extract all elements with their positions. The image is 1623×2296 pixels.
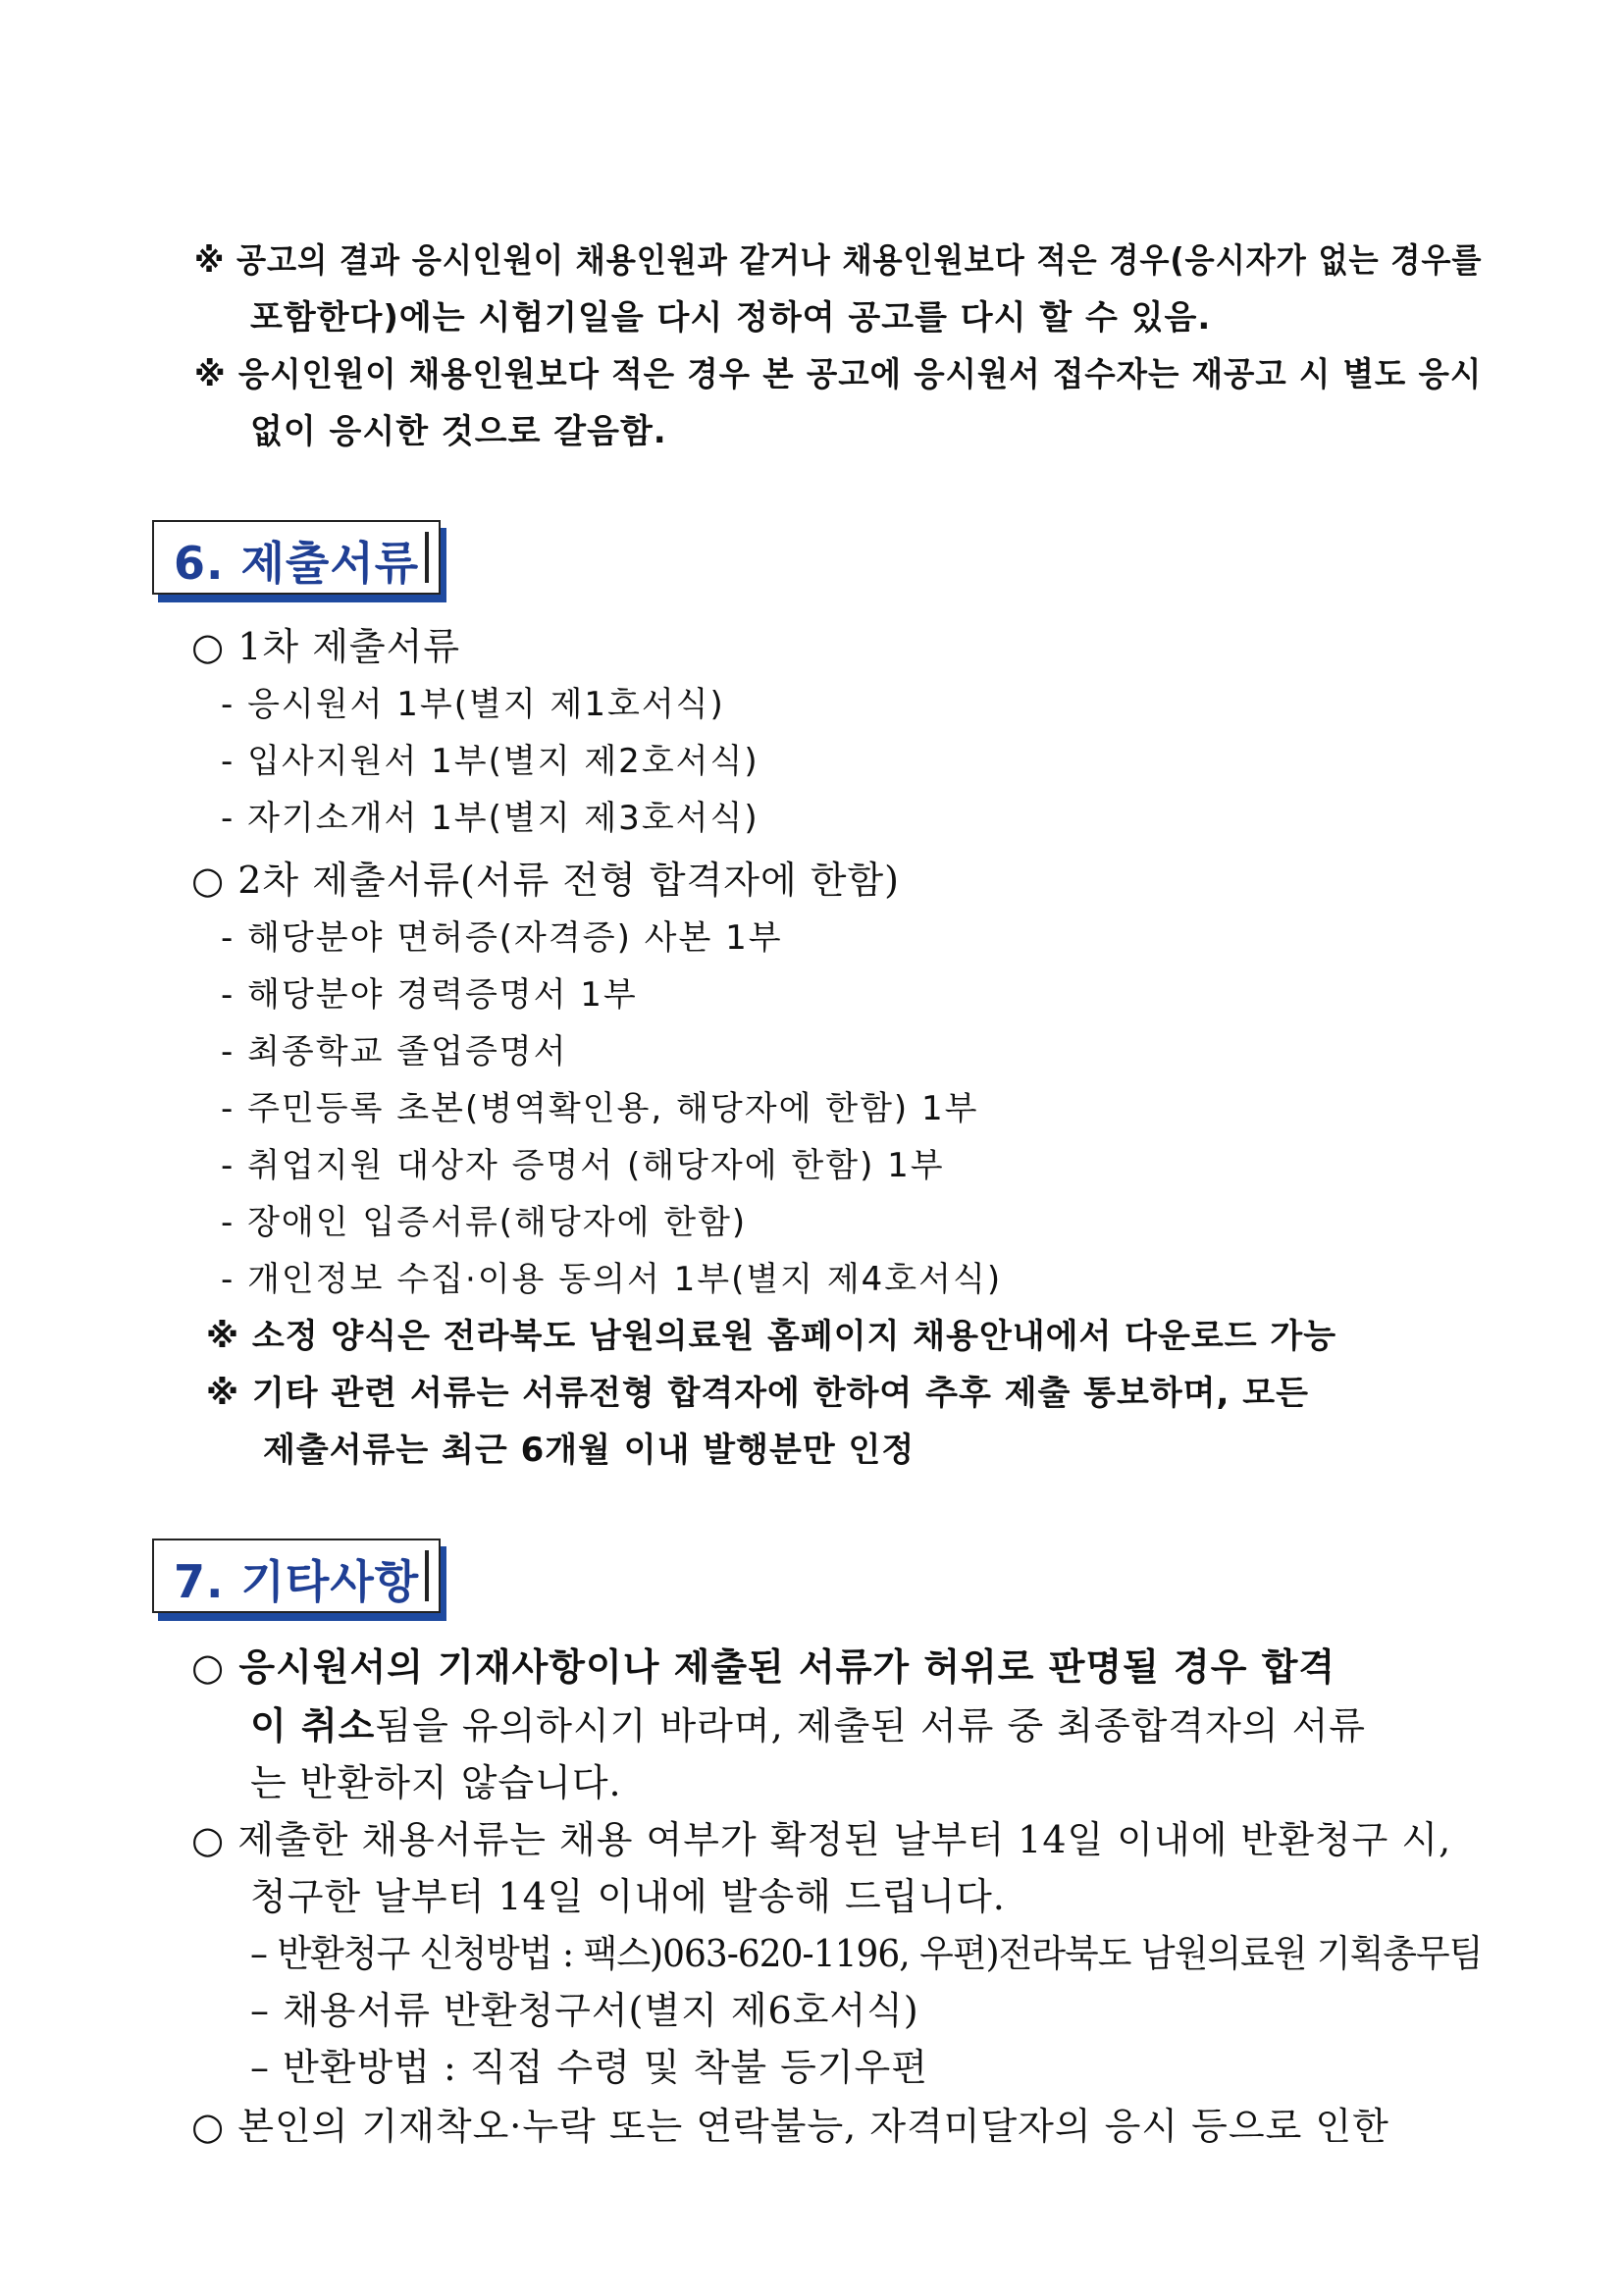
p1-line-2-rest: 됨을 유의하시기 바라며, 제출된 서류 중 최종합격자의 서류 [375, 1704, 1366, 1748]
p1-cancel-bold: 이 취소 [250, 1703, 376, 1748]
first-submission-heading: ○ 1차 제출서류 [191, 625, 461, 668]
first-item-3: - 자기소개서 1부(별지 제3호서식) [221, 799, 759, 838]
section-7-heading-box [152, 1539, 441, 1613]
second-submission-heading: ○ 2차 제출서류(서류 전형 합격자에 한함) [191, 859, 901, 902]
p1-line-1: ○ 응시원서의 기재사항이나 제출된 서류가 허위로 판명될 경우 합격 [191, 1644, 1336, 1689]
p2-line-2: 청구한 날부터 14일 이내에 발송해 드립니다. [250, 1875, 1006, 1918]
section-6-heading-box [152, 520, 441, 595]
first-item-1: - 응시원서 1부(별지 제1호서식) [221, 685, 725, 724]
notice-line-4: 없이 응시한 것으로 갈음함. [250, 412, 667, 451]
p2-line-1: ○ 제출한 채용서류는 채용 여부가 확정된 날부터 14일 이내에 반환청구 시, [191, 1818, 1452, 1861]
p1-line-3: 는 반환하지 않습니다. [250, 1761, 622, 1804]
second-item-2: - 해당분야 경력증명서 1부 [221, 975, 638, 1015]
p3-line-1: ○ 본인의 기재착오·누락 또는 연락불능, 자격미달자의 응시 등으로 인한 [191, 2105, 1389, 2148]
notice-line-2: 포함한다)에는 시험기일을 다시 정하여 공고를 다시 할 수 있음. [250, 298, 1212, 338]
second-item-4: - 주민등록 초본(병역확인용, 해당자에 한함) 1부 [221, 1089, 979, 1128]
notice-line-1: ※ 공고의 결과 응시인원이 채용인원과 같거나 채용인원보다 적은 경우(응시자가 없는 경우를 [194, 241, 1483, 281]
section-6-title: 6. 제출서류 [174, 537, 420, 590]
heading-divider [425, 1550, 429, 1601]
p2-item-3: – 반환방법 : 직접 수령 및 착불 등기우편 [250, 2046, 928, 2089]
second-item-6: - 장애인 입증서류(해당자에 한함) [221, 1203, 748, 1242]
first-item-2: - 입사지원서 1부(별지 제2호서식) [221, 742, 759, 781]
second-item-7: - 개인정보 수집·이용 동의서 1부(별지 제4호서식) [221, 1260, 1003, 1299]
heading-divider [425, 532, 429, 583]
p2-item-1: – 반환청구 신청방법 : 팩스)063-620-1196, 우편)전라북도 남원의료원 기획총무팀 [250, 1932, 1483, 1975]
note-line-2: ※ 기타 관련 서류는 서류전형 합격자에 한하여 추후 제출 통보하며, 모든 [206, 1374, 1309, 1413]
second-item-5: - 취업지원 대상자 증명서 (해당자에 한함) 1부 [221, 1146, 945, 1185]
section-7-title: 7. 기타사항 [174, 1555, 420, 1608]
p1-line-2 [250, 1696, 1366, 1749]
note-line-3: 제출서류는 최근 6개월 이내 발행분만 인정 [263, 1431, 916, 1470]
second-item-3: - 최종학교 졸업증명서 [221, 1032, 568, 1071]
p2-item-2: – 채용서류 반환청구서(별지 제6호서식) [250, 1989, 919, 2032]
note-line-1: ※ 소정 양식은 전라북도 남원의료원 홈페이지 채용안내에서 다운로드 가능 [206, 1317, 1337, 1356]
notice-line-3: ※ 응시인원이 채용인원보다 적은 경우 본 공고에 응시원서 접수자는 재공고 시 별도 응시 [194, 355, 1483, 394]
second-item-1: - 해당분야 면허증(자격증) 사본 1부 [221, 918, 783, 958]
